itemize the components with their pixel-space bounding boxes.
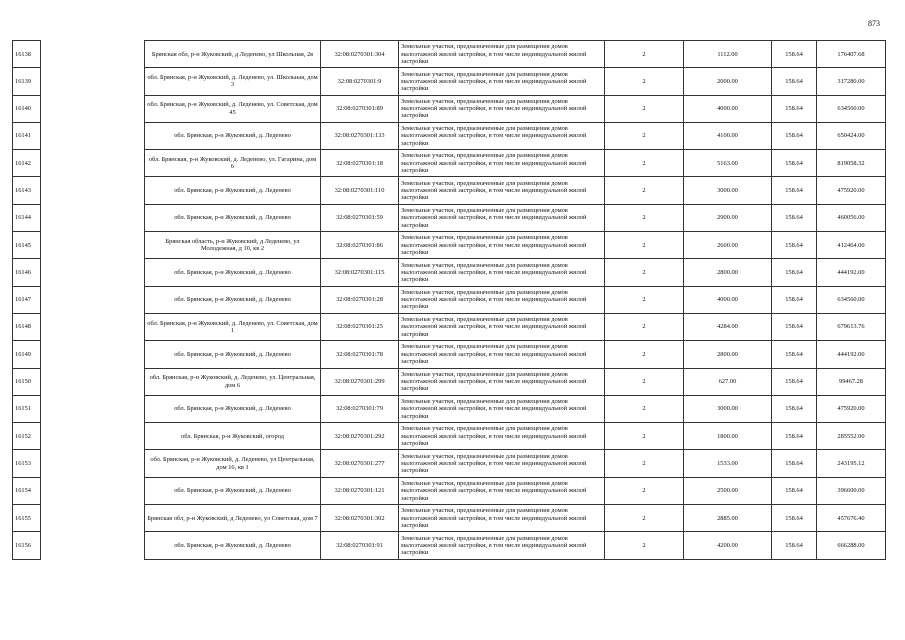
category-cell: 2 bbox=[605, 259, 684, 286]
specific-value-cell: 158.64 bbox=[772, 532, 817, 559]
address-cell: обл. Брянская, р-н Жуковский, д. Леденево bbox=[145, 477, 321, 504]
area-cell: 2500.00 bbox=[684, 477, 772, 504]
spacer-cell bbox=[41, 286, 145, 313]
cadastral-number-cell: 32:08:0270301:79 bbox=[321, 395, 399, 422]
spacer-cell bbox=[41, 232, 145, 259]
address-cell: обл. Брянская, р-н Жуковский, д. Леденево bbox=[145, 122, 321, 149]
table-row bbox=[13, 259, 886, 286]
table-row bbox=[13, 286, 886, 313]
category-cell: 2 bbox=[605, 150, 684, 177]
spacer-cell bbox=[41, 313, 145, 340]
permitted-use-cell: Земельные участки, предназначенные для размещения домов малоэтажной жилой застройки, в том числе индивидуальной жилой застройки bbox=[399, 313, 605, 340]
cadastral-number-cell: 32:08:0270301:302 bbox=[321, 505, 399, 532]
category-cell: 2 bbox=[605, 341, 684, 368]
record-number-cell: 16154 bbox=[13, 477, 41, 504]
table-row bbox=[13, 368, 886, 395]
spacer-cell bbox=[41, 450, 145, 477]
table-row bbox=[13, 204, 886, 231]
specific-value-cell: 158.64 bbox=[772, 95, 817, 122]
address-cell: обл. Брянская, р-н Жуковский, д. Леденево bbox=[145, 177, 321, 204]
area-cell: 2000.00 bbox=[684, 68, 772, 95]
spacer-cell bbox=[41, 41, 145, 68]
cadastral-number-cell: 32:08:0270301:86 bbox=[321, 232, 399, 259]
address-cell: обл. Брянская, р-н Жуковский, д. Леденево bbox=[145, 341, 321, 368]
spacer-cell bbox=[41, 505, 145, 532]
cadastral-number-cell: 32:08:0270301:304 bbox=[321, 41, 399, 68]
permitted-use-cell: Земельные участки, предназначенные для размещения домов малоэтажной жилой застройки, в том числе индивидуальной жилой застройки bbox=[399, 341, 605, 368]
cadastral-value-cell: 176407.68 bbox=[817, 41, 886, 68]
cadastral-number-cell: 32:08:0270301:59 bbox=[321, 204, 399, 231]
permitted-use-cell: Земельные участки, предназначенные для размещения домов малоэтажной жилой застройки, в том числе индивидуальной жилой застройки bbox=[399, 450, 605, 477]
table-row bbox=[13, 505, 886, 532]
specific-value-cell: 158.64 bbox=[772, 505, 817, 532]
area-cell: 4000.00 bbox=[684, 95, 772, 122]
specific-value-cell: 158.64 bbox=[772, 313, 817, 340]
category-cell: 2 bbox=[605, 122, 684, 149]
cadastral-number-cell: 32:08:0270301:133 bbox=[321, 122, 399, 149]
address-cell: обл. Брянская, р-н Жуковский, д. Леденево, ул. Советская, дом 45 bbox=[145, 95, 321, 122]
cadastral-value-cell: 475920.00 bbox=[817, 395, 886, 422]
area-cell: 4000.00 bbox=[684, 286, 772, 313]
specific-value-cell: 158.64 bbox=[772, 368, 817, 395]
address-cell: обл. Брянская, р-н Жуковский, д. Леденево, ул Центральная, дом 16, кв 1 bbox=[145, 450, 321, 477]
address-cell: обл. Брянская, р-н Жуковский, д. Леденево, ул. Советская, дом 1 bbox=[145, 313, 321, 340]
category-cell: 2 bbox=[605, 177, 684, 204]
record-number-cell: 16141 bbox=[13, 122, 41, 149]
area-cell: 4100.00 bbox=[684, 122, 772, 149]
permitted-use-cell: Земельные участки, предназначенные для размещения домов малоэтажной жилой застройки, в том числе индивидуальной жилой застройки bbox=[399, 477, 605, 504]
address-cell: Брянская обл, р-н Жуковский, д Леденево, ул Школьная, 2в bbox=[145, 41, 321, 68]
address-cell: обл. Брянская, р-н Жуковский, д. Леденево, ул. Школьная, дом 3 bbox=[145, 68, 321, 95]
address-cell: обл. Брянская, р-н Жуковский, д. Леденево bbox=[145, 259, 321, 286]
specific-value-cell: 158.64 bbox=[772, 204, 817, 231]
spacer-cell bbox=[41, 95, 145, 122]
specific-value-cell: 158.64 bbox=[772, 259, 817, 286]
record-number-cell: 16140 bbox=[13, 95, 41, 122]
record-number-cell: 16149 bbox=[13, 341, 41, 368]
record-number-cell: 16153 bbox=[13, 450, 41, 477]
registry-body bbox=[13, 41, 886, 560]
permitted-use-cell: Земельные участки, предназначенные для размещения домов малоэтажной жилой застройки, в том числе индивидуальной жилой застройки bbox=[399, 423, 605, 450]
table-row bbox=[13, 177, 886, 204]
spacer-cell bbox=[41, 204, 145, 231]
record-number-cell: 16139 bbox=[13, 68, 41, 95]
address-cell: обл. Брянская, р-н Жуковский, д. Леденево, ул. Центральная, дом 6 bbox=[145, 368, 321, 395]
area-cell: 4200.00 bbox=[684, 532, 772, 559]
record-number-cell: 16155 bbox=[13, 505, 41, 532]
cadastral-value-cell: 317280.00 bbox=[817, 68, 886, 95]
spacer-cell bbox=[41, 259, 145, 286]
record-number-cell: 16147 bbox=[13, 286, 41, 313]
cadastral-value-cell: 634560.00 bbox=[817, 286, 886, 313]
spacer-cell bbox=[41, 423, 145, 450]
record-number-cell: 16151 bbox=[13, 395, 41, 422]
table-row bbox=[13, 95, 886, 122]
area-cell: 3000.00 bbox=[684, 395, 772, 422]
record-number-cell: 16144 bbox=[13, 204, 41, 231]
category-cell: 2 bbox=[605, 286, 684, 313]
record-number-cell: 16143 bbox=[13, 177, 41, 204]
category-cell: 2 bbox=[605, 532, 684, 559]
address-cell: обл. Брянская, р-н Жуковский, д. Леденево bbox=[145, 532, 321, 559]
category-cell: 2 bbox=[605, 505, 684, 532]
cadastral-value-cell: 99467.28 bbox=[817, 368, 886, 395]
cadastral-value-cell: 444192.00 bbox=[817, 259, 886, 286]
category-cell: 2 bbox=[605, 477, 684, 504]
table-row bbox=[13, 68, 886, 95]
record-number-cell: 16138 bbox=[13, 41, 41, 68]
cadastral-number-cell: 32:08:0270301:115 bbox=[321, 259, 399, 286]
table-row bbox=[13, 341, 886, 368]
permitted-use-cell: Земельные участки, предназначенные для размещения домов малоэтажной жилой застройки, в том числе индивидуальной жилой застройки bbox=[399, 68, 605, 95]
spacer-cell bbox=[41, 532, 145, 559]
cadastral-value-cell: 460056.00 bbox=[817, 204, 886, 231]
address-cell: обл. Брянская, р-н Жуковский, д. Леденево, ул. Гагарина, дом 6 bbox=[145, 150, 321, 177]
permitted-use-cell: Земельные участки, предназначенные для размещения домов малоэтажной жилой застройки, в том числе индивидуальной жилой застройки bbox=[399, 286, 605, 313]
table-row bbox=[13, 395, 886, 422]
address-cell: обл. Брянская, р-н Жуковский, д. Леденево bbox=[145, 204, 321, 231]
cadastral-value-cell: 475920.00 bbox=[817, 177, 886, 204]
specific-value-cell: 158.64 bbox=[772, 41, 817, 68]
specific-value-cell: 158.64 bbox=[772, 395, 817, 422]
permitted-use-cell: Земельные участки, предназначенные для размещения домов малоэтажной жилой застройки, в том числе индивидуальной жилой застройки bbox=[399, 95, 605, 122]
spacer-cell bbox=[41, 177, 145, 204]
spacer-cell bbox=[41, 341, 145, 368]
record-number-cell: 16148 bbox=[13, 313, 41, 340]
category-cell: 2 bbox=[605, 95, 684, 122]
area-cell: 1533.00 bbox=[684, 450, 772, 477]
specific-value-cell: 158.64 bbox=[772, 68, 817, 95]
category-cell: 2 bbox=[605, 368, 684, 395]
category-cell: 2 bbox=[605, 423, 684, 450]
cadastral-value-cell: 444192.00 bbox=[817, 341, 886, 368]
area-cell: 2600.00 bbox=[684, 232, 772, 259]
permitted-use-cell: Земельные участки, предназначенные для размещения домов малоэтажной жилой застройки, в том числе индивидуальной жилой застройки bbox=[399, 532, 605, 559]
address-cell: обл. Брянская, р-н Жуковский, д. Леденево bbox=[145, 395, 321, 422]
record-number-cell: 16142 bbox=[13, 150, 41, 177]
cadastral-value-cell: 634560.00 bbox=[817, 95, 886, 122]
spacer-cell bbox=[41, 122, 145, 149]
permitted-use-cell: Земельные участки, предназначенные для размещения домов малоэтажной жилой застройки, в том числе индивидуальной жилой застройки bbox=[399, 122, 605, 149]
cadastral-value-cell: 396600.00 bbox=[817, 477, 886, 504]
record-number-cell: 16152 bbox=[13, 423, 41, 450]
permitted-use-cell: Земельные участки, предназначенные для размещения домов малоэтажной жилой застройки, в том числе индивидуальной жилой застройки bbox=[399, 150, 605, 177]
cadastral-value-cell: 650424.00 bbox=[817, 122, 886, 149]
area-cell: 627.00 bbox=[684, 368, 772, 395]
spacer-cell bbox=[41, 68, 145, 95]
category-cell: 2 bbox=[605, 313, 684, 340]
cadastral-value-cell: 666288.00 bbox=[817, 532, 886, 559]
category-cell: 2 bbox=[605, 395, 684, 422]
specific-value-cell: 158.64 bbox=[772, 232, 817, 259]
area-cell: 2885.00 bbox=[684, 505, 772, 532]
table-row bbox=[13, 41, 886, 68]
specific-value-cell: 158.64 bbox=[772, 150, 817, 177]
table-row bbox=[13, 232, 886, 259]
area-cell: 1112.00 bbox=[684, 41, 772, 68]
specific-value-cell: 158.64 bbox=[772, 122, 817, 149]
spacer-cell bbox=[41, 368, 145, 395]
record-number-cell: 16156 bbox=[13, 532, 41, 559]
cadastral-number-cell: 32:08:0270301:277 bbox=[321, 450, 399, 477]
table-row bbox=[13, 450, 886, 477]
table-row bbox=[13, 313, 886, 340]
category-cell: 2 bbox=[605, 68, 684, 95]
cadastral-value-cell: 412464.00 bbox=[817, 232, 886, 259]
table-row bbox=[13, 423, 886, 450]
cadastral-number-cell: 32:08:0270301:121 bbox=[321, 477, 399, 504]
specific-value-cell: 158.64 bbox=[772, 423, 817, 450]
cadastral-number-cell: 32:08:0270301:91 bbox=[321, 532, 399, 559]
land-registry-table bbox=[12, 40, 886, 560]
category-cell: 2 bbox=[605, 232, 684, 259]
cadastral-value-cell: 819058.32 bbox=[817, 150, 886, 177]
cadastral-value-cell: 679613.76 bbox=[817, 313, 886, 340]
record-number-cell: 16145 bbox=[13, 232, 41, 259]
area-cell: 5163.00 bbox=[684, 150, 772, 177]
address-cell: Брянская область, р-н Жуковский, д Леденево, ул Молодежная, д 10, кв 2 bbox=[145, 232, 321, 259]
table-row bbox=[13, 150, 886, 177]
permitted-use-cell: Земельные участки, предназначенные для размещения домов малоэтажной жилой застройки, в том числе индивидуальной жилой застройки bbox=[399, 368, 605, 395]
cadastral-number-cell: 32:08:0270301:292 bbox=[321, 423, 399, 450]
cadastral-number-cell: 32:08:0270301:89 bbox=[321, 95, 399, 122]
specific-value-cell: 158.64 bbox=[772, 477, 817, 504]
category-cell: 2 bbox=[605, 204, 684, 231]
spacer-cell bbox=[41, 395, 145, 422]
cadastral-value-cell: 243195.12 bbox=[817, 450, 886, 477]
specific-value-cell: 158.64 bbox=[772, 177, 817, 204]
record-number-cell: 16146 bbox=[13, 259, 41, 286]
permitted-use-cell: Земельные участки, предназначенные для размещения домов малоэтажной жилой застройки, в том числе индивидуальной жилой застройки bbox=[399, 204, 605, 231]
address-cell: Брянская обл, р-н Жуковский, д Леденево, ул Советская, дом 7 bbox=[145, 505, 321, 532]
cadastral-number-cell: 32:08:0270301:9 bbox=[321, 68, 399, 95]
area-cell: 2800.00 bbox=[684, 259, 772, 286]
page-number: 873 bbox=[868, 19, 880, 28]
category-cell: 2 bbox=[605, 41, 684, 68]
cadastral-number-cell: 32:08:0270301:18 bbox=[321, 150, 399, 177]
cadastral-value-cell: 457676.40 bbox=[817, 505, 886, 532]
area-cell: 1800.00 bbox=[684, 423, 772, 450]
permitted-use-cell: Земельные участки, предназначенные для размещения домов малоэтажной жилой застройки, в том числе индивидуальной жилой застройки bbox=[399, 232, 605, 259]
table-row bbox=[13, 122, 886, 149]
permitted-use-cell: Земельные участки, предназначенные для размещения домов малоэтажной жилой застройки, в том числе индивидуальной жилой застройки bbox=[399, 395, 605, 422]
cadastral-number-cell: 32:08:0270301:110 bbox=[321, 177, 399, 204]
address-cell: обл. Брянская, р-н Жуковский, д. Леденево bbox=[145, 286, 321, 313]
permitted-use-cell: Земельные участки, предназначенные для размещения домов малоэтажной жилой застройки, в том числе индивидуальной жилой застройки bbox=[399, 41, 605, 68]
record-number-cell: 16150 bbox=[13, 368, 41, 395]
spacer-cell bbox=[41, 477, 145, 504]
category-cell: 2 bbox=[605, 450, 684, 477]
cadastral-number-cell: 32:08:0270301:25 bbox=[321, 313, 399, 340]
address-cell: обл. Брянская, р-н Жуковский, огород bbox=[145, 423, 321, 450]
table-row bbox=[13, 477, 886, 504]
area-cell: 2900.00 bbox=[684, 204, 772, 231]
specific-value-cell: 158.64 bbox=[772, 450, 817, 477]
area-cell: 4284.00 bbox=[684, 313, 772, 340]
spacer-cell bbox=[41, 150, 145, 177]
cadastral-value-cell: 285552.00 bbox=[817, 423, 886, 450]
permitted-use-cell: Земельные участки, предназначенные для размещения домов малоэтажной жилой застройки, в том числе индивидуальной жилой застройки bbox=[399, 259, 605, 286]
specific-value-cell: 158.64 bbox=[772, 341, 817, 368]
cadastral-number-cell: 32:08:0270301:78 bbox=[321, 341, 399, 368]
area-cell: 3000.00 bbox=[684, 177, 772, 204]
permitted-use-cell: Земельные участки, предназначенные для размещения домов малоэтажной жилой застройки, в том числе индивидуальной жилой застройки bbox=[399, 177, 605, 204]
cadastral-number-cell: 32:08:0270301:299 bbox=[321, 368, 399, 395]
specific-value-cell: 158.64 bbox=[772, 286, 817, 313]
table-row bbox=[13, 532, 886, 559]
permitted-use-cell: Земельные участки, предназначенные для размещения домов малоэтажной жилой застройки, в том числе индивидуальной жилой застройки bbox=[399, 505, 605, 532]
cadastral-number-cell: 32:08:0270301:28 bbox=[321, 286, 399, 313]
area-cell: 2800.00 bbox=[684, 341, 772, 368]
